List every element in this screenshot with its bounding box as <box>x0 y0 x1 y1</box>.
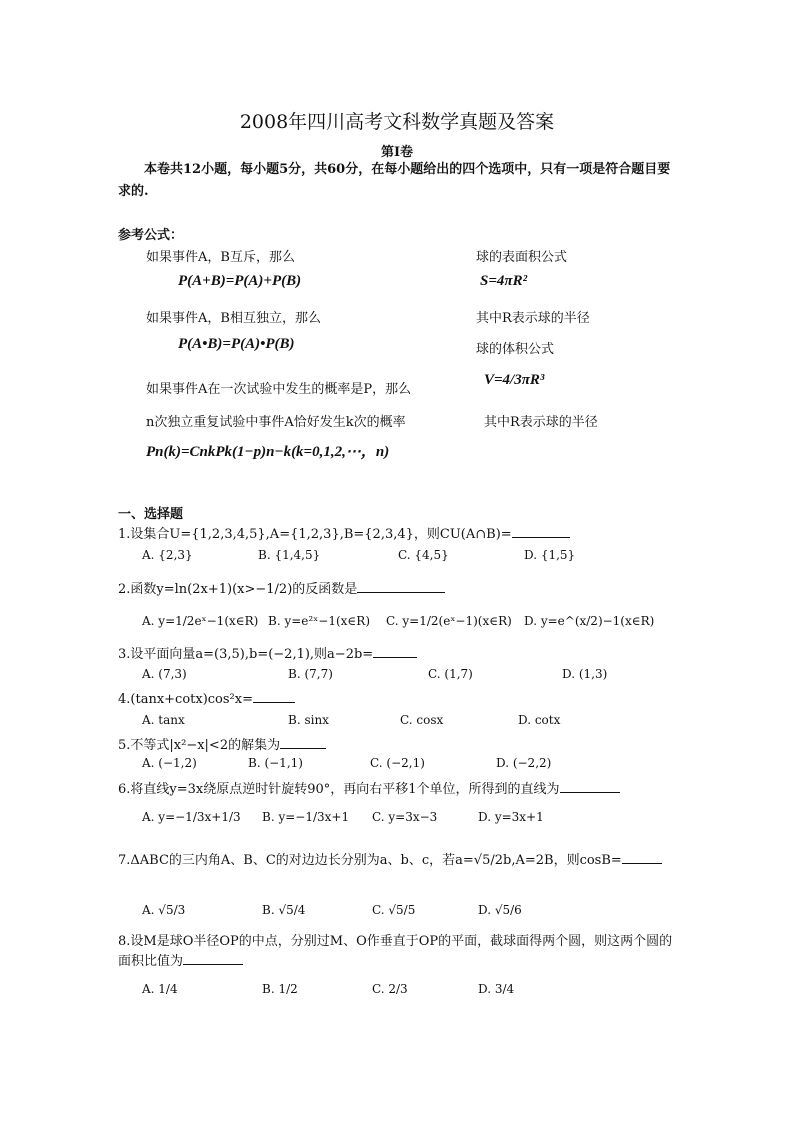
binomial-formula: Pn(k)=CnkPk(1−p)n−k(k=0,1,2,⋯，n) <box>146 444 390 460</box>
exclusive-formula: P(A+B)=P(A)+P(B) <box>178 273 302 289</box>
q7-option-b: B. √5/4 <box>262 903 306 917</box>
q3-option-d: D. (1,3) <box>562 667 608 681</box>
q1-option-a: A. {2,3} <box>142 548 193 562</box>
q7-option-a: A. √5/3 <box>142 903 186 917</box>
q8-option-b: B. 1/2 <box>262 982 298 996</box>
formula-heading: 参考公式： <box>118 228 184 243</box>
q6-option-b: B. y=−1/3x+1 <box>262 810 350 824</box>
answer-blank <box>373 645 417 658</box>
question-stem: 4.(tanx+cotx)cos²x= <box>118 692 253 707</box>
q2-option-b: B. y=e²ˣ−1(x∈R) <box>268 614 371 628</box>
q4-option-d: D. cotx <box>518 713 561 727</box>
answer-blank <box>183 952 243 965</box>
q8-option-d: D. 3/4 <box>478 982 515 996</box>
sphere-area-formula: S=4πR² <box>480 273 528 289</box>
q5-option-a: A. (−1,2) <box>142 756 197 770</box>
q6-option-c: C. y=3x−3 <box>372 810 438 824</box>
radius-text-2: 其中R表示球的半径 <box>484 415 598 430</box>
q3-option-b: B. (7,7) <box>288 667 333 681</box>
question-1 <box>118 523 570 542</box>
answer-blank <box>622 851 662 864</box>
question-stem: 7.ΔABC的三内角A、B、C的对边边长分别为a、b、c，若a=√5/2b,A=2B，则cosB= <box>118 853 622 868</box>
exclusive-text: 如果事件A，B互斥，那么 <box>146 250 295 265</box>
q2-option-a: A. y=1/2eˣ−1(x∈R) <box>142 614 259 628</box>
sphere-volume-formula: V=4/3πR³ <box>484 372 545 388</box>
radius-text-1: 其中R表示球的半径 <box>476 311 590 326</box>
q8-option-c: C. 2/3 <box>372 982 408 996</box>
independent-text: 如果事件A，B相互独立，那么 <box>146 311 321 326</box>
answer-blank <box>280 736 326 749</box>
q5-option-c: C. (−2,1) <box>370 756 425 770</box>
repeat-trial-text: n次独立重复试验中事件A恰好发生k次的概率 <box>146 415 406 430</box>
question-5 <box>118 734 326 753</box>
q7-option-c: C. √5/5 <box>372 903 416 917</box>
q4-option-a: A. tanx <box>142 713 185 727</box>
question-6 <box>118 778 620 797</box>
question-stem: 2.函数y=ln(2x+1)(x>−1/2)的反函数是 <box>118 582 358 597</box>
sphere-volume-text: 球的体积公式 <box>476 342 555 357</box>
q7-option-d: D. √5/6 <box>478 903 522 917</box>
answer-blank <box>560 780 620 793</box>
q4-option-c: C. cosx <box>400 713 444 727</box>
question-4 <box>118 690 295 707</box>
question-stem: 8.设M是球O半径OP的中点，分别过M、O作垂直于OP的平面，截球面得两个圆，则这两个圆的面积比值为 <box>118 934 673 969</box>
q1-option-d: D. {1,5} <box>524 548 576 562</box>
question-7 <box>118 848 678 874</box>
independent-formula: P(A•B)=P(A)•P(B) <box>178 336 295 352</box>
question-stem: 3.设平面向量a=(3,5),b=(−2,1),则a−2b= <box>118 647 374 662</box>
q4-option-b: B. sinx <box>288 713 329 727</box>
answer-blank <box>512 525 570 538</box>
q3-option-a: A. (7,3) <box>142 667 187 681</box>
page-title: 2008年四川高考文科数学真题及答案 <box>239 111 555 133</box>
answer-blank <box>253 690 295 703</box>
sphere-area-text: 球的表面积公式 <box>476 250 568 265</box>
q1-option-b: B. {1,4,5} <box>258 548 321 562</box>
q5-option-b: B. (−1,1) <box>248 756 303 770</box>
q5-option-d: D. (−2,2) <box>496 756 552 770</box>
question-2 <box>118 578 445 597</box>
answer-blank <box>357 580 445 593</box>
question-stem: 1.设集合U={1,2,3,4,5},A={1,2,3},B={2,3,4}，则CU(A∩B)= <box>118 527 512 542</box>
q6-option-d: D. y=3x+1 <box>478 810 544 824</box>
q8-option-a: A. 1/4 <box>142 982 178 996</box>
question-stem: 5.不等式|x²−x|<2的解集为 <box>118 738 281 753</box>
question-8 <box>118 932 678 972</box>
intro-text: 本卷共12小题，每小题5分，共60分，在每小题给出的四个选项中，只有一项是符合题目要求的. <box>118 162 671 199</box>
q3-option-c: C. (1,7) <box>428 667 473 681</box>
q2-option-d: D. y=e^(x/2)−1(x∈R) <box>524 614 655 628</box>
section-title: 第Ⅰ卷 <box>380 145 414 160</box>
question-stem: 6.将直线y=3x绕原点逆时针旋转90°，再向右平移1个单位，所得到的直线为 <box>118 782 560 797</box>
part-heading: 一、选择题 <box>118 507 184 522</box>
q2-option-c: C. y=1/2(eˣ−1)(x∈R) <box>386 614 512 628</box>
single-event-text: 如果事件A在一次试验中发生的概率是P，那么 <box>146 382 412 397</box>
q1-option-c: C. {4,5} <box>398 548 449 562</box>
question-3 <box>118 643 417 662</box>
q6-option-a: A. y=−1/3x+1/3 <box>142 810 241 824</box>
